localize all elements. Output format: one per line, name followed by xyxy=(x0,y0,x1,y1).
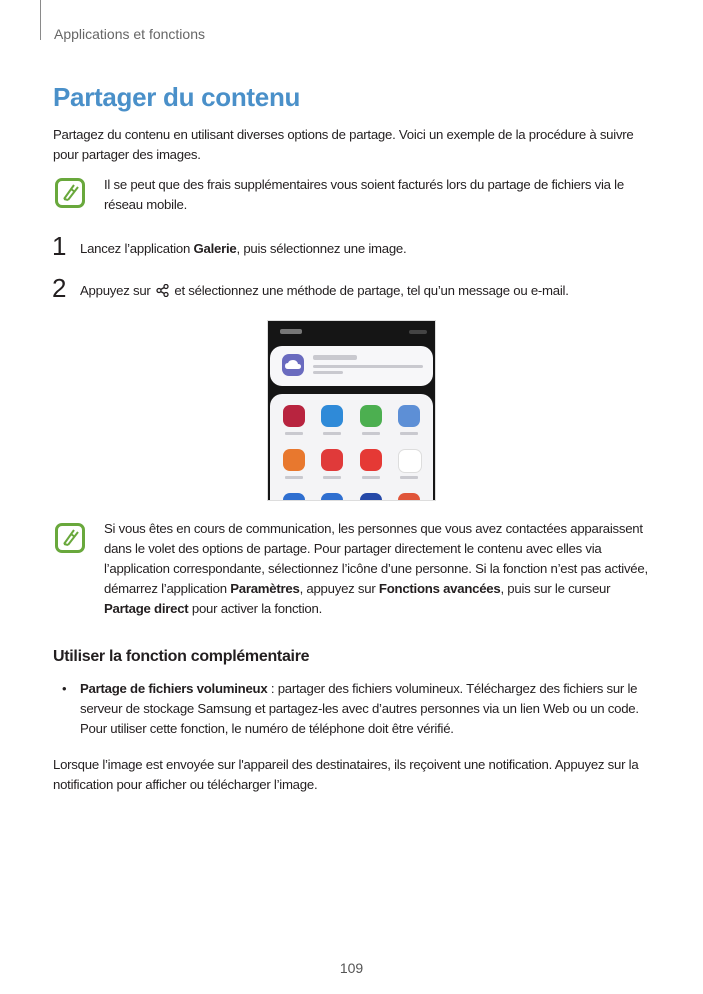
app-label-placeholder xyxy=(323,476,341,479)
header-rule xyxy=(40,0,41,40)
step-number: 2 xyxy=(52,273,67,303)
note-bold: Paramètres xyxy=(230,581,300,596)
closing-paragraph: Lorsque l’image est envoyée sur l'appareil des destinataires, ils reçoivent une notification. Appuyez sur la notification pour afficher ou télécharger l’image. xyxy=(53,757,639,792)
email-icon xyxy=(321,449,343,471)
step-2-text xyxy=(80,283,569,300)
app-icon xyxy=(283,493,305,501)
page-title: Partager du contenu xyxy=(53,82,301,112)
app-label-placeholder xyxy=(362,432,380,435)
bullet-text: : partager des fichiers volumineux. Téléchargez des fichiers sur le serveur de stockage Samsung et partagez-les avec d’autres personnes via un lien Web ou un code. Pour utiliser cette fonction, le numéro de téléphone doit être vérifié. xyxy=(80,681,639,736)
card-title-placeholder xyxy=(313,355,357,360)
maps-icon xyxy=(360,405,382,427)
step-1-text xyxy=(80,241,406,256)
note-text: , appuyez sur xyxy=(299,581,379,596)
section-subheading: Utiliser la fonction complémentaire xyxy=(53,648,310,665)
contacts-icon xyxy=(283,449,305,471)
messages-icon xyxy=(321,405,343,427)
note-pencil-icon xyxy=(55,523,85,553)
bullet-item xyxy=(80,679,660,739)
note-bold: Partage direct xyxy=(104,601,189,616)
card-desc-placeholder xyxy=(313,371,343,374)
flower-app-icon xyxy=(283,405,305,427)
step-text-pre: Lancez l’application xyxy=(80,241,194,256)
app-label-placeholder xyxy=(362,476,380,479)
flipboard-icon xyxy=(360,449,382,471)
note-bold: Fonctions avancées xyxy=(378,581,501,596)
app-label-placeholder xyxy=(285,432,303,435)
app-label-placeholder xyxy=(285,476,303,479)
share-icon xyxy=(156,284,169,300)
note-text-fees: Il se peut que des frais supplémentaires vous soient facturés lors du partage de fichiers via le réseau mobile. xyxy=(104,177,624,212)
step-number: 1 xyxy=(52,231,67,261)
share-panel-screenshot xyxy=(267,320,436,501)
app-icon xyxy=(321,493,343,501)
step-text-pre: Appuyez sur xyxy=(80,283,154,298)
bullet-mark: • xyxy=(62,681,67,696)
app-icon xyxy=(360,493,382,501)
bullet-bold: Partage de fichiers volumineux xyxy=(80,681,268,696)
app-icon xyxy=(398,493,420,501)
note-text: pour activer la fonction. xyxy=(188,601,322,616)
edit-action-placeholder xyxy=(409,330,427,334)
step-text-post: , puis sélectionnez une image. xyxy=(236,241,407,256)
cloud-upload-icon xyxy=(282,354,304,376)
gmail-icon xyxy=(398,449,422,473)
app-label-placeholder xyxy=(400,432,418,435)
page-number: 109 xyxy=(339,960,364,976)
app-label-placeholder xyxy=(400,476,418,479)
note-text-direct-share xyxy=(104,519,649,619)
note-text: Si vous êtes en cours de communication, les personnes que vous avez contactées apparaissent dans le volet des options de partage. Pour partager directement le contenu avec elles via l’application correspondante, sélectionnez l’icône d’une personne. Si la fonction n’est pas activée, démarrez l’application xyxy=(104,521,648,596)
section-header: Applications et fonctions xyxy=(54,26,205,42)
intro-paragraph: Partagez du contenu en utilisant diverses options de partage. Voici un exemple de la procédure à suivre pour partager des images. xyxy=(53,127,634,162)
note-text: , puis sur le curseur xyxy=(500,581,611,596)
card-desc-placeholder xyxy=(313,365,423,368)
note-pencil-icon xyxy=(55,178,85,208)
step-bold: Galerie xyxy=(193,241,237,256)
step-text-post: et sélectionnez une méthode de partage, tel qu’un message ou e-mail. xyxy=(170,283,569,298)
share-title-placeholder xyxy=(280,329,302,334)
app-label-placeholder xyxy=(323,432,341,435)
bluetooth-icon xyxy=(398,405,420,427)
